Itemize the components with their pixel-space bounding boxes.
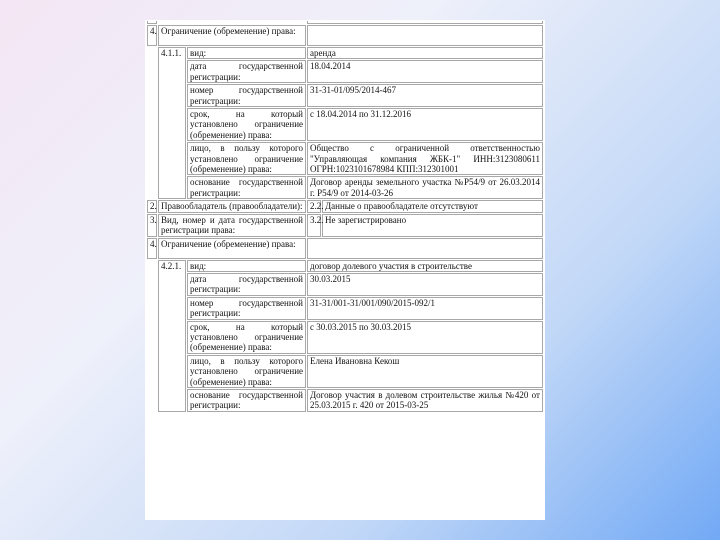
- field-value: 18.04.2014: [307, 60, 543, 83]
- row-number: 4.: [147, 25, 157, 46]
- holder-label: Правообладатель (правообладатели):: [158, 200, 306, 212]
- field-row: [147, 84, 543, 107]
- field-row: [147, 176, 543, 199]
- field-value: аренда: [307, 47, 543, 59]
- field-row: [147, 297, 543, 320]
- field-value: с 30.03.2015 по 30.03.2015: [307, 321, 543, 354]
- encumbrance-title-value: [307, 238, 543, 259]
- field-label: лицо, в пользу которого установлено ограничение (обременение) права:: [187, 142, 306, 175]
- encumbrance-header-row: [147, 25, 543, 46]
- field-label: основание государственной регистрации:: [187, 176, 306, 199]
- field-value: договор долевого участия в строительстве: [307, 260, 543, 272]
- holder-value: Данные о правообладателе отсутствуют: [322, 200, 543, 212]
- field-label: срок, на который установлено ограничение (обременение) права:: [187, 108, 306, 141]
- row-number: 2.: [147, 200, 157, 212]
- rights-label: Вид, номер и дата государственной регистрации права:: [158, 214, 306, 237]
- rights-row: [147, 214, 543, 237]
- encumbrance-title: Ограничение (обременение) права:: [158, 238, 306, 259]
- row-number: 3.: [147, 214, 157, 237]
- field-label: вид:: [187, 260, 306, 272]
- rights-value: Не зарегистрировано: [322, 214, 543, 237]
- field-label: номер государственной регистрации:: [187, 297, 306, 320]
- field-label: срок, на который установлено ограничение (обременение) права:: [187, 321, 306, 354]
- holder-row: [147, 200, 543, 212]
- field-label: дата государственной регистрации:: [187, 273, 306, 296]
- field-row: [147, 260, 543, 272]
- field-label: вид:: [187, 47, 306, 59]
- field-value: 31-31/001-31/001/090/2015-092/1: [307, 297, 543, 320]
- sub-number: 4.1.1.: [158, 47, 186, 199]
- sub-number: 2.2.: [307, 200, 321, 212]
- field-row: [147, 389, 543, 412]
- encumbrance-title-value: [307, 25, 543, 46]
- document-page: [145, 20, 545, 520]
- field-label: основание государственной регистрации:: [187, 389, 306, 412]
- encumbrance-title: Ограничение (обременение) права:: [158, 25, 306, 46]
- field-value: Елена Ивановна Кекош: [307, 355, 543, 388]
- field-row: [147, 47, 543, 59]
- field-value: 30.03.2015: [307, 273, 543, 296]
- row-number: 4.: [147, 238, 157, 259]
- field-row: [147, 273, 543, 296]
- encumbrance-header-row: [147, 238, 543, 259]
- field-row: [147, 142, 543, 175]
- sub-number: 3.2.: [307, 214, 321, 237]
- field-row: [147, 321, 543, 354]
- field-row: [147, 355, 543, 388]
- field-row: [147, 60, 543, 83]
- field-label: номер государственной регистрации:: [187, 84, 306, 107]
- field-value: Договор аренды земельного участка №Р54/9 от 26.03.2014 г. Р54/9 от 2014-03-26: [307, 176, 543, 199]
- field-value: Договор участия в долевом строительстве жилья №420 от 25.03.2015 г. 420 от 2015-03-25: [307, 389, 543, 412]
- field-label: дата государственной регистрации:: [187, 60, 306, 83]
- registry-table: [146, 20, 544, 413]
- field-value: Общество с ограниченной ответственностью "Управляющая компания ЖБК-1" ИНН:3123080611 ОГРН:1023101678984 КПП:312301001: [307, 142, 543, 175]
- sub-number: 4.2.1.: [158, 260, 186, 412]
- field-value: 31-31-01/095/2014-467: [307, 84, 543, 107]
- field-label: лицо, в пользу которого установлено ограничение (обременение) права:: [187, 355, 306, 388]
- field-value: с 18.04.2014 по 31.12.2016: [307, 108, 543, 141]
- field-row: [147, 108, 543, 141]
